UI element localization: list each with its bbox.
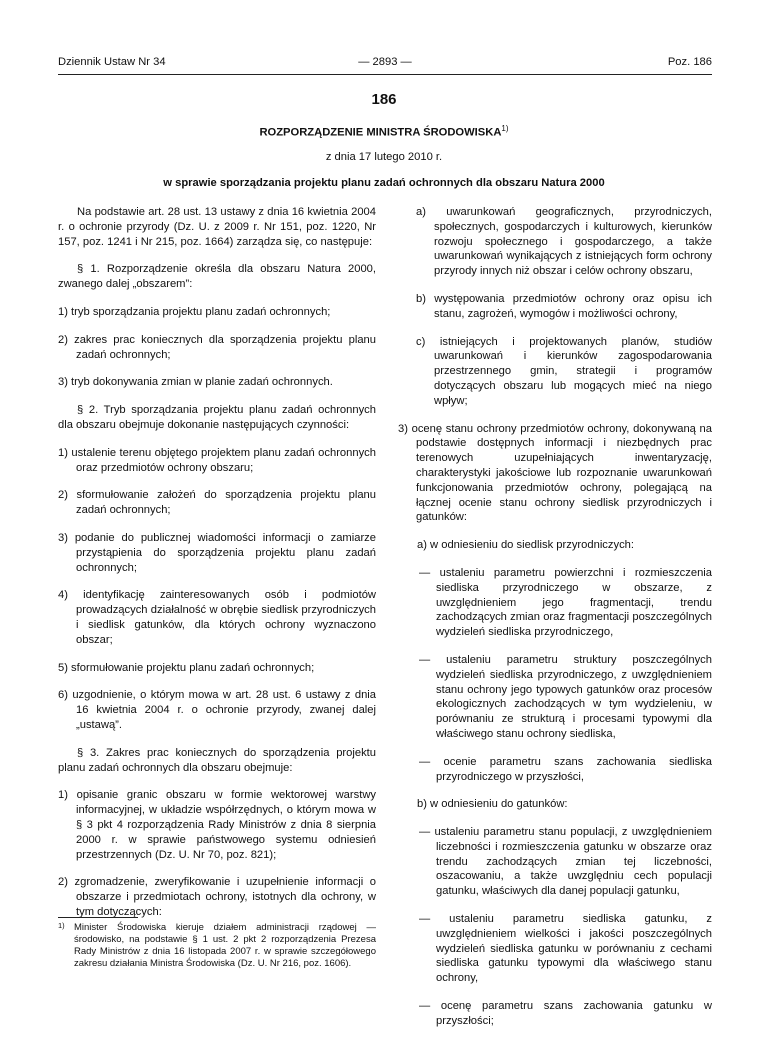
paragraph: 1) ustalenie terenu objętego projektem planu zadań ochronnych oraz przedmiotów ochrony obszaru;: [58, 446, 376, 474]
paragraph: b) występowania przedmiotów ochrony oraz opisu ich stanu, zagrożeń, wymogów i możliwości ochrony,: [416, 292, 712, 320]
paragraph: — ustaleniu parametru stanu populacji, z uwzględnieniem liczebności i rozmieszczenia gatunku w obszarze oraz trendu zachodzących zmian tej liczebności, oszacowaniu, a także uwzględniu cech populacji gatunku, właściwych dla danej populacji gatunku,: [419, 826, 712, 898]
paragraph: 3) podanie do publicznej wiadomości informacji o zamiarze przystąpienia do sporządzenia projektu planu zadań ochronnych;: [58, 531, 376, 574]
header-rule: [58, 74, 712, 75]
paragraph: § 3. Zakres prac koniecznych do sporządzenia projektu planu zadań ochronnych dla obszaru obejmuje:: [58, 746, 376, 774]
act-title-text: ROZPORZĄDZENIE MINISTRA ŚRODOWISKA: [259, 126, 502, 139]
paragraph: 1) opisanie granic obszaru w formie wektorowej warstwy informacyjnej, w układzie współrzędnych, o którym mowa w § 3 pkt 4 rozporządzenia Rady Ministrów z dnia 8 sierpnia 2000 r. w sprawie państwowego systemu odniesień przestrzennych (Dz. U. Nr 70, poz. 821);: [58, 789, 376, 861]
paragraph: — ustaleniu parametru siedliska gatunku, z uwzględnieniem wielkości i jakości poszczególnych wydzieleń siedliska gatunku w porównaniu z cechami siedliska gatunku typowymi dla właściwego stanu ochrony,: [419, 913, 712, 985]
paragraph: 2) sformułowanie założeń do sporządzenia projektu planu zadań ochronnych;: [58, 489, 376, 517]
paragraph: 3) ocenę stanu ochrony przedmiotów ochrony, dokonywaną na podstawie dostępnych informacji i niezbędnych prac terenowych uzupełniających inwentaryzację, charakterystyki jakościowe lub rozpoznanie uwarunkowań funkcjonowania przedmiotów ochrony, polegającą na łącznej ocenie stanu ochrony siedlisk przyrodniczych i gatunków:: [398, 422, 712, 524]
paragraph: 6) uzgodnienie, o którym mowa w art. 28 ust. 6 ustawy z dnia 16 kwietnia 2004 r. o ochronie przyrody, zwanej dalej „ustawą”.: [58, 689, 376, 731]
running-header: [58, 56, 712, 72]
journal-name: Dziennik Ustaw Nr 34: [58, 56, 166, 68]
paragraph: 3) tryb dokonywania zmian w planie zadań ochronnych.: [58, 376, 333, 389]
footnote-rule: [58, 917, 138, 918]
paragraph: 4) identyfikację zainteresowanych osób i podmiotów prowadzących działalność w obrębie siedlisk przyrodniczych i siedlisk gatunków, dla których ochrony wyznaczono obszar;: [58, 589, 376, 646]
paragraph: § 2. Tryb sporządzania projektu planu zadań ochronnych dla obszaru obejmuje dokonanie następujących czynności:: [58, 404, 376, 431]
paragraph: a) uwarunkowań geograficznych, przyrodniczych, społecznych, gospodarczych i kulturowych, kierunków rozwoju społecznego i gospodarczego, a także uwarunkowań wynikających z istniejących form ochrony przyrody innych niż obszar i celów ochrony obszaru,: [416, 206, 712, 278]
paragraph: b) w odniesieniu do gatunków:: [417, 798, 568, 811]
paragraph: c) istniejących i projektowanych planów, studiów uwarunkowań i kierunków zagospodarowania przestrzennego gmin, strategii i programów dotyczących obszaru lub mogących mieć na niego wpływ;: [416, 335, 712, 407]
paragraph: 1) tryb sporządzania projektu planu zadań ochronnych;: [58, 305, 331, 318]
footnote-mark: 1): [58, 921, 65, 930]
position-number: Poz. 186: [667, 56, 712, 68]
paragraph: — ocenę parametru szans zachowania gatunku w przyszłości;: [419, 1000, 712, 1027]
paragraph: Na podstawie art. 28 ust. 13 ustawy z dnia 16 kwietnia 2004 r. o ochronie przyrody (Dz. U. z 2009 r. Nr 151, poz. 1220, Nr 157, poz. 1241 i Nr 215, poz. 1664) zarządza się, co następuje:: [58, 206, 376, 248]
paragraph: a) w odniesieniu do siedlisk przyrodniczych:: [417, 539, 635, 552]
paragraph: § 1. Rozporządzenie określa dla obszaru Natura 2000, zwanego dalej „obszarem”:: [58, 263, 376, 291]
paragraph: 5) sformułowanie projektu planu zadań ochronnych;: [58, 661, 315, 674]
act-title-footnote-mark: 1): [501, 124, 509, 133]
paragraph: 2) zakres prac koniecznych dla sporządzenia projektu planu zadań ochronnych;: [58, 333, 376, 361]
paragraph: — ustaleniu parametru struktury poszczególnych wydzieleń siedliska przyrodniczego, z uwzględnieniem stanu ochrony jego typowych gatunków oraz procesów ekologicznych zachodzących w tym wydzieleniu, w porównaniu ze strukturą i procesami typowymi dla właściwego stanu ochrony siedliska,: [419, 653, 712, 740]
paragraph: 2) zgromadzenie, zweryfikowanie i uzupełnienie informacji o obszarze i przedmiotach ochrony, istotnych dla ochrony, w tym dotyczących:: [58, 876, 376, 918]
footnote-text: Minister Środowiska kieruje działem administracji rządowej — środowisko, na podstawie § 1 ust. 2 pkt 2 rozporządzenia Prezesa Rady Ministrów z dnia 16 listopada 2007 r. w sprawie szczegółowego zakresu działania Ministra Środowiska (Dz. U. Nr 216, poz. 1606).: [74, 922, 376, 969]
paragraph: — ustaleniu parametru powierzchni i rozmieszczenia siedliska przyrodniczego w obszarze, z uwzględnieniem jego fragmentacji, trendu zachodzących zmian oraz fragmentacji poszczególnych wydzieleń siedliska przyrodniczego,: [419, 566, 712, 639]
page-number: — 2893 —: [358, 56, 412, 68]
right-column: [398, 205, 712, 1042]
left-column: [58, 205, 376, 933]
act-number: 186: [371, 91, 397, 108]
footnote: [58, 922, 376, 970]
paragraph: — ocenie parametru szans zachowania siedliska przyrodniczego w przyszłości,: [419, 755, 712, 783]
act-subject: w sprawie sporządzania projektu planu zadań ochronnych dla obszaru Natura 2000: [163, 177, 605, 189]
act-date: z dnia 17 lutego 2010 r.: [325, 151, 443, 163]
act-title: [0, 124, 768, 139]
